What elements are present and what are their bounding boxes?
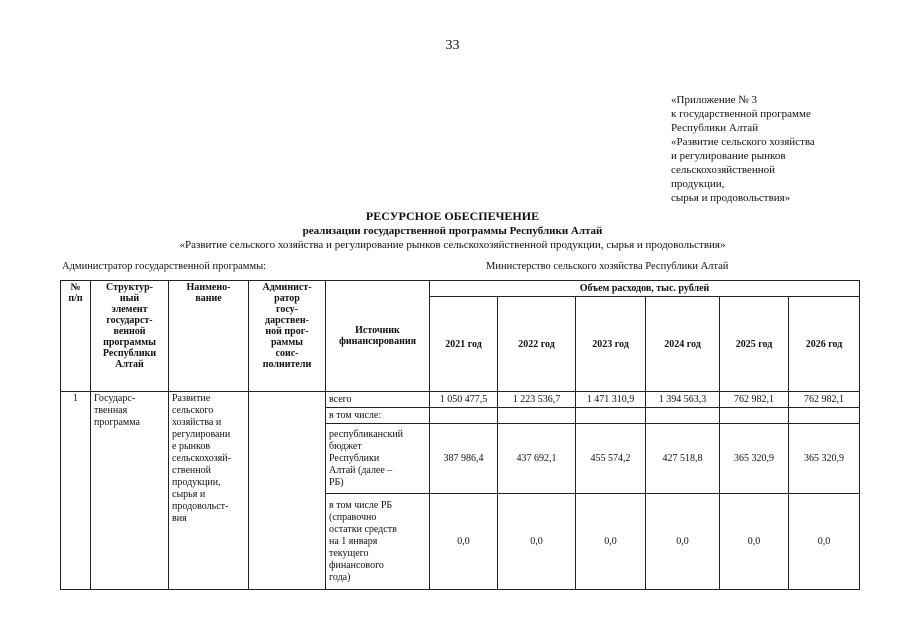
value-cell: 455 574,2 <box>576 424 646 494</box>
header-year: 2024 год <box>646 297 720 392</box>
header-source: Источник финансирования <box>326 281 430 392</box>
header-year: 2025 год <box>720 297 789 392</box>
appendix-line: сырья и продовольствия» <box>671 192 791 204</box>
source-cell: всего <box>326 392 430 408</box>
administrator-label: Администратор государственной программы: <box>62 261 267 272</box>
value-cell: 387 986,4 <box>430 424 498 494</box>
value-cell: 0,0 <box>576 494 646 590</box>
resource-table <box>60 280 860 590</box>
source-cell: в том числе: <box>326 408 430 424</box>
value-cell: 0,0 <box>430 494 498 590</box>
value-cell <box>576 408 646 424</box>
header-element: Структур- ный элемент государст- венной программы Республики Алтай <box>91 281 169 392</box>
administrator-value: Министерство сельского хозяйства Республики Алтай <box>486 261 729 272</box>
value-cell: 0,0 <box>498 494 576 590</box>
table-header-row <box>61 281 860 297</box>
value-cell: 762 982,1 <box>720 392 789 408</box>
value-cell <box>430 408 498 424</box>
appendix-line: «Развитие сельского хозяйства <box>671 136 815 148</box>
header-year: 2022 год <box>498 297 576 392</box>
value-cell: 1 050 477,5 <box>430 392 498 408</box>
header-num: № п/п <box>61 281 91 392</box>
value-cell: 1 471 310,9 <box>576 392 646 408</box>
row-element: Государс- твенная программа <box>91 392 169 590</box>
program-name: «Развитие сельского хозяйства и регулирование рынков сельскохозяйственной продукции, сырья и продовольствия» <box>179 239 726 251</box>
document-title: РЕСУРСНОЕ ОБЕСПЕЧЕНИЕ <box>365 209 540 223</box>
appendix-line: «Приложение № 3 <box>671 94 758 106</box>
value-cell <box>789 408 860 424</box>
value-cell <box>720 408 789 424</box>
header-year: 2021 год <box>430 297 498 392</box>
header-volume: Объем расходов, тыс. рублей <box>430 281 860 297</box>
header-name: Наимено- вание <box>169 281 249 392</box>
row-number: 1 <box>61 392 91 590</box>
header-year: 2023 год <box>576 297 646 392</box>
value-cell: 365 320,9 <box>720 424 789 494</box>
value-cell <box>646 408 720 424</box>
value-cell: 427 518,8 <box>646 424 720 494</box>
value-cell <box>498 408 576 424</box>
value-cell: 0,0 <box>646 494 720 590</box>
row-name: Развитие сельского хозяйства и регулировани е рынков сельскохозяй- ственной продукции, сырья и продовольст- вия <box>169 392 249 590</box>
value-cell: 0,0 <box>720 494 789 590</box>
value-cell: 0,0 <box>789 494 860 590</box>
value-cell: 1 223 536,7 <box>498 392 576 408</box>
document-subtitle: реализации государственной программы Республики Алтай <box>302 225 603 237</box>
appendix-line: продукции, <box>671 178 725 190</box>
header-year: 2026 год <box>789 297 860 392</box>
appendix-line: и регулирование рынков <box>671 150 786 162</box>
appendix-line: Республики Алтай <box>671 122 759 134</box>
source-cell: республиканский бюджет Республики Алтай (далее – РБ) <box>326 424 430 494</box>
row-executors <box>249 392 326 590</box>
source-cell: в том числе РБ (справочно остатки средств на 1 января текущего финансового года) <box>326 494 430 590</box>
value-cell: 365 320,9 <box>789 424 860 494</box>
header-executors: Админист- ратор госу- дарствен- ной прог- раммы соис- полнители <box>249 281 326 392</box>
appendix-line: к государственной программе <box>671 108 811 120</box>
table-row <box>61 392 860 408</box>
value-cell: 762 982,1 <box>789 392 860 408</box>
page-number: 33 <box>445 38 460 53</box>
value-cell: 437 692,1 <box>498 424 576 494</box>
appendix-note <box>671 93 871 205</box>
appendix-line: сельскохозяйственной <box>671 164 776 176</box>
value-cell: 1 394 563,3 <box>646 392 720 408</box>
